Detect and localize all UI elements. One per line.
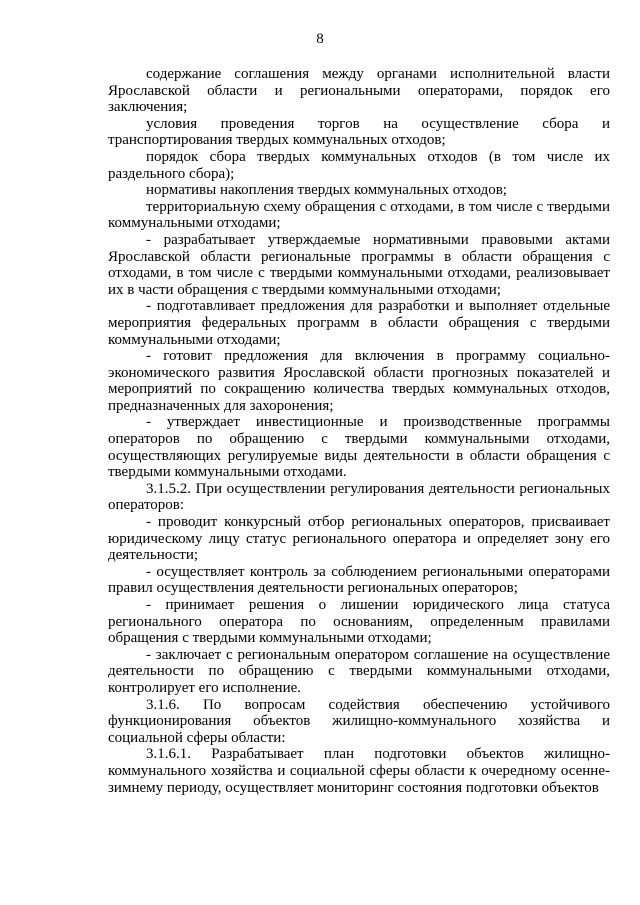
paragraph: - осуществляет контроль за соблюдением региональными операторами правил осуществления деятельности региональных операторов; — [108, 563, 610, 597]
paragraph: условия проведения торгов на осуществление сбора и транспортирования твердых коммунальных отходов; — [108, 115, 610, 149]
paragraph: - проводит конкурсный отбор региональных операторов, присваивает юридическому лицу статус регионального оператора и определяет зону его деятельности; — [108, 514, 610, 564]
document-body — [108, 66, 610, 796]
paragraph: 3.1.6. По вопросам содействия обеспечению устойчивого функционирования объектов жилищно-коммунального хозяйства и социальной сферы области: — [108, 696, 610, 746]
paragraph: - разрабатывает утверждаемые нормативными правовыми актами Ярославской области региональные программы в области обращения с отходами, в том числе с твердыми коммунальными отходами, реализовывает их в части обращения с твердыми коммунальными отходами; — [108, 231, 610, 298]
paragraph: - утверждает инвестиционные и производственные программы операторов по обращению с твердыми коммунальными отходами, осуществляющих регулируемые виды деятельности в области обращения с твердыми коммунальными отходами. — [108, 414, 610, 481]
paragraph: 3.1.6.1. Разрабатывает план подготовки объектов жилищно-коммунального хозяйства и социальной сферы области к очередному осенне-зимнему периоду, осуществляет мониторинг состояния подготовки объектов — [108, 746, 610, 796]
paragraph: содержание соглашения между органами исполнительной власти Ярославской области и региональными операторами, порядок его заключения; — [108, 66, 610, 116]
paragraph: 3.1.5.2. При осуществлении регулирования деятельности региональных операторов: — [108, 480, 610, 514]
paragraph: - подготавливает предложения для разработки и выполняет отдельные мероприятия федеральных программ в области обращения с твердыми коммунальными отходами; — [108, 298, 610, 348]
paragraph: - принимает решения о лишении юридического лица статуса регионального оператора по основаниям, определенным правилами обращения с твердыми коммунальными отходами; — [108, 597, 610, 647]
page-number: 8 — [316, 31, 324, 47]
paragraph: - заключает с региональным оператором соглашение на осуществление деятельности по обращению с твердыми коммунальными отходами, контролирует его исполнение. — [108, 646, 610, 696]
paragraph: - готовит предложения для включения в программу социально-экономического развития Ярославской области прогнозных показателей и мероприятий по сокращению количества твердых коммунальных отходов, предназначенных для захоронения; — [108, 348, 610, 414]
paragraph: нормативы накопления твердых коммунальных отходов; — [146, 182, 507, 199]
paragraph: территориальную схему обращения с отходами, в том числе с твердыми коммунальными отходами; — [108, 198, 610, 232]
paragraph: порядок сбора твердых коммунальных отходов (в том числе их раздельного сбора); — [108, 148, 610, 182]
